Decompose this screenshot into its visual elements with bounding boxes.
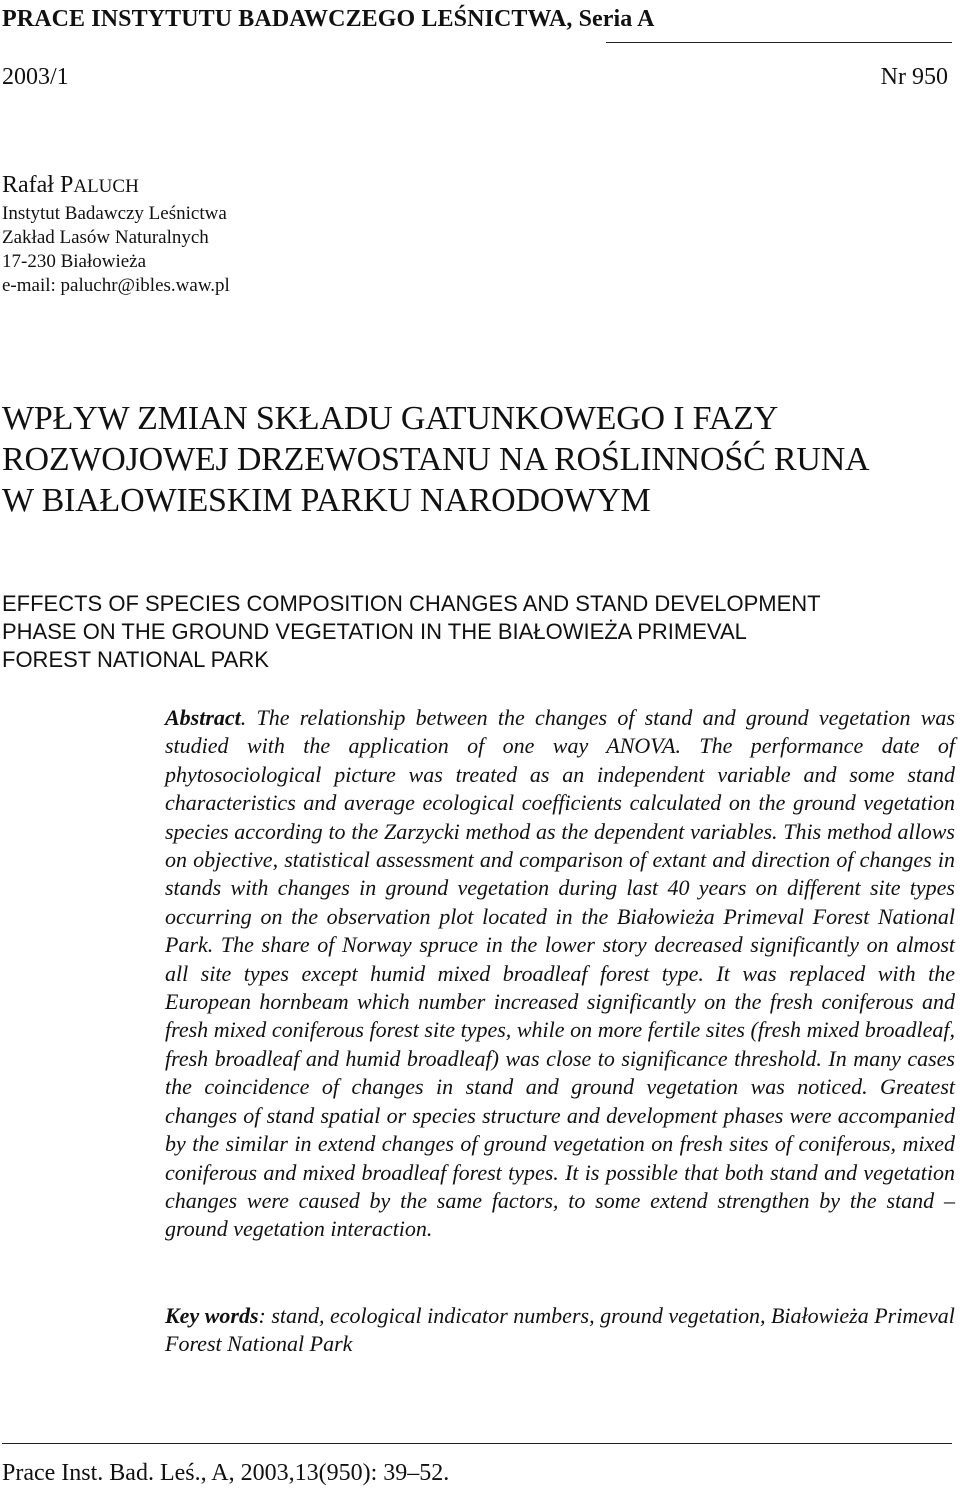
- title-polish-line: ROZWOJOWEJ DRZEWOSTANU NA ROŚLINNOŚĆ RUNA: [2, 441, 870, 478]
- title-english-line: PHASE ON THE GROUND VEGETATION IN THE BIAŁOWIEŻA PRIMEVAL: [2, 619, 747, 644]
- series-title: PRACE INSTYTUTU BADAWCZEGO LEŚNICTWA, Seria A: [2, 6, 655, 32]
- abstract: [165, 704, 955, 1244]
- issue-number: Nr 950: [880, 64, 948, 90]
- keywords-text: : stand, ecological indicator numbers, ground vegetation, Białowieża Primeval Forest National Park: [165, 1303, 955, 1357]
- footer-rule: [2, 1443, 952, 1444]
- citation: Prace Inst. Bad. Leś., A, 2003,13(950): 39–52.: [2, 1460, 450, 1486]
- abstract-text: . The relationship between the changes of stand and ground vegetation was studied with the application of one way ANOVA. The performance date of phytosociological picture was treated as an independent variable and some stand characteristics and average ecological coefficients calculated on the ground vegetation species according to the Zarzycki method as the dependent variables. This method allows on objective, statistical assessment and comparison of extant and direction of changes in stands with changes in ground vegetation during last 40 years on different site types occurring on the observation plot located in the Białowieża Primeval Forest National Park. The share of Norway spruce in the lower story decreased significantly on almost all site types except humid mixed broadleaf forest type. It was replaced with the European hornbeam which number increased significantly on the fresh coniferous and fresh mixed coniferous forest site types, while on more fertile sites (fresh mixed broadleaf, fresh broadleaf and humid broadleaf) was close to significance threshold. In many cases the coincidence of changes in stand and ground vegetation was noticed. Greatest changes of stand spatial or species structure and development phases were accompanied by the similar in extend changes of ground vegetation on fresh sites of coniferous, mixed coniferous and mixed broadleaf forest types. It is possible that both stand and vegetation changes were caused by the same factors, to some extend strengthen by the stand – ground vegetation interaction.: [165, 705, 955, 1242]
- issue-year: 2003/1: [2, 64, 69, 90]
- author-surname-rest: ALUCH: [73, 176, 139, 197]
- title-english-line: EFFECTS OF SPECIES COMPOSITION CHANGES AND STAND DEVELOPMENT: [2, 591, 821, 616]
- keywords: [165, 1302, 955, 1359]
- author-email: e-mail: paluchr@ibles.waw.pl: [2, 275, 230, 296]
- issue-row: [0, 64, 960, 96]
- header-rule: [606, 42, 952, 43]
- title-polish-line: W BIAŁOWIESKIM PARKU NARODOWYM: [2, 482, 651, 519]
- affiliation-department: Zakład Lasów Naturalnych: [2, 227, 209, 248]
- author-surname-initial: P: [59, 172, 74, 198]
- series-header: [0, 6, 960, 46]
- abstract-label: Abstract: [165, 705, 241, 730]
- affiliation-address: 17-230 Białowieża: [2, 251, 147, 272]
- title-polish: [2, 398, 957, 521]
- author-block: [2, 170, 230, 298]
- keywords-label: Key words: [165, 1303, 259, 1328]
- author-name: [2, 170, 230, 202]
- title-english-line: FOREST NATIONAL PARK: [2, 647, 269, 672]
- author-first-name: Rafał: [2, 172, 54, 198]
- title-english: [2, 590, 957, 674]
- affiliation-institute: Instytut Badawczy Leśnictwa: [2, 203, 227, 224]
- title-polish-line: WPŁYW ZMIAN SKŁADU GATUNKOWEGO I FAZY: [2, 400, 779, 437]
